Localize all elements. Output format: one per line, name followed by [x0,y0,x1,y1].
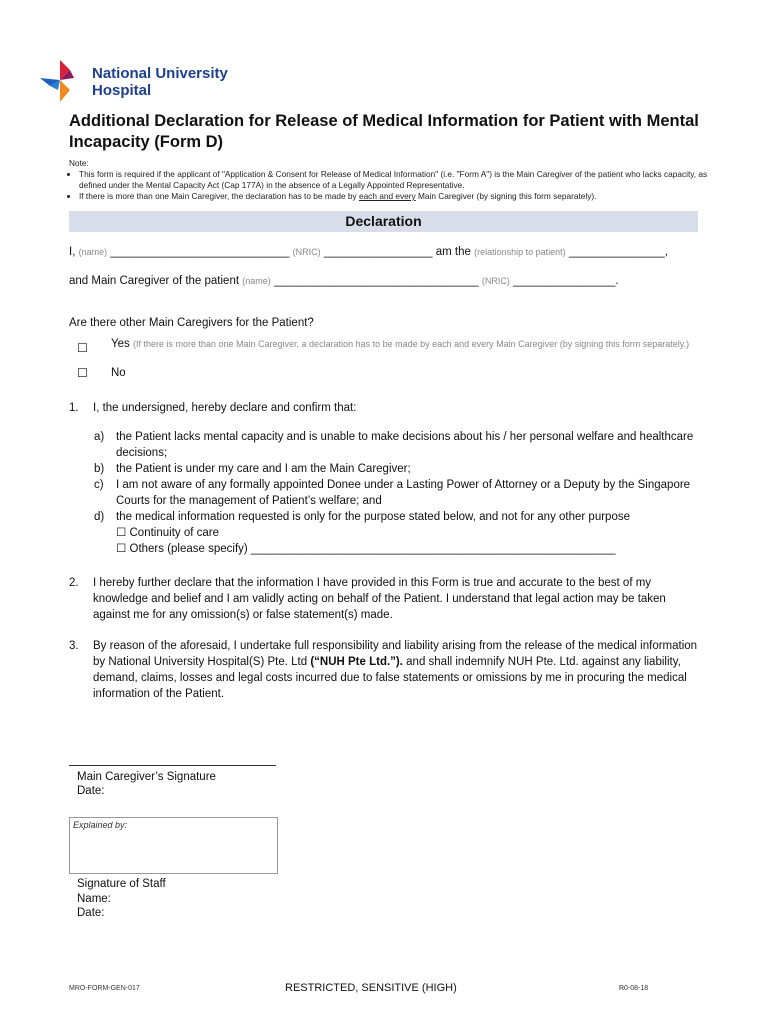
logo-text [92,65,228,99]
staff-block [77,877,166,921]
declaration-sublist [94,429,704,557]
note-section [69,158,709,202]
paragraph-1-number: 1. [69,402,79,414]
list-item-label: d) [94,511,105,523]
declaration-i: I, [69,246,76,258]
list-item [94,509,704,525]
list-item-label: c) [94,479,104,491]
yes-option [111,338,701,350]
caregiver-date-label: Date: [77,785,105,797]
paragraph-1-text: I, the undersigned, hereby declare and confirm that: [93,402,357,414]
name-hint: (name) [78,247,108,257]
note-item-2-end: Main Caregiver (by signing this form separately). [415,191,597,201]
no-checkbox[interactable]: ☐ [77,366,88,380]
no-label: No [111,367,126,379]
nuh-logo [40,60,240,104]
note-item-2 [79,191,709,202]
declaration-heading: Declaration [69,211,698,232]
note-label: Note: [69,158,89,168]
paragraph-3-text [93,638,701,702]
staff-signature-label: Signature of Staff [77,878,166,890]
am-the-label: am the [435,246,471,258]
patient-name-hint: (name) [242,276,271,286]
caregiver-signature-block [77,770,216,798]
paragraph-2-text: I hereby further declare that the information I have provided in this Form is true and accurate to the best of my knowledge and belief and I am validly acting on behalf of the Patient. I understand that legal action may be taken against me for any omission(s) or false statement(s) made. [93,577,666,621]
paragraph-3-text-b: and shall indemnify NUH Pte. Ltd. against any liability, demand, claims, losses and legal costs incurred due to false statements or omissions by me in procuring the medical information of the Patient. [93,656,687,700]
yes-checkbox[interactable]: ☐ [77,341,88,355]
explained-by-label: Explained by: [73,820,128,830]
patient-nric-hint: (NRIC) [481,276,510,286]
declaration-line-1 [69,246,668,258]
staff-date-label: Date: [77,907,105,919]
list-item [94,429,704,461]
relationship-field[interactable]: _______________, [568,246,669,258]
patient-name-field[interactable]: ________________________________ [273,275,479,287]
staff-name-label: Name: [77,892,111,905]
paragraph-1 [69,400,701,416]
paragraph-3 [69,638,701,702]
list-item-text: the Patient is under my care and I am the Main Caregiver; [116,463,411,475]
yes-label: Yes [111,338,130,350]
list-item-label: b) [94,463,105,475]
nric-field[interactable]: _________________ [323,246,433,258]
continuity-of-care-option[interactable]: ☐ Continuity of care [116,527,219,539]
list-item-text: the medical information requested is only for the purpose stated below, and not for any other purpose [116,511,630,523]
paragraph-2-number: 2. [69,577,79,589]
list-item-text: the Patient lacks mental capacity and is unable to make decisions about his / her personal welfare and healthcare decisions; [116,431,694,459]
relationship-hint: (relationship to patient) [474,247,566,257]
form-code: MRO-FORM-GEN-017 [69,985,140,992]
form-title: Additional Declaration for Release of Medical Information for Patient with Mental Incapacity (Form D) [69,112,699,151]
yes-note: (If there is more than one Main Caregiver, a declaration has to be made by each and every Main Caregiver (by signing this form separately.) [132,339,690,349]
classification-label: RESTRICTED, SENSITIVE (HIGH) [285,982,457,994]
declaration-line-2 [69,275,619,287]
name-field[interactable]: ____________________________ [110,246,290,258]
paragraph-3-text-a: By reason of the aforesaid, I undertake full responsibility and liability arising from the release of the medical information by National University Hospital(S) Pte. Ltd [93,640,698,668]
paragraph-3-bold: (“NUH Pte Ltd.”). [310,656,403,668]
caregiver-signature-label: Main Caregiver’s Signature [77,771,216,783]
list-item [94,461,704,477]
nuh-logo-mark-icon [40,60,86,104]
logo-line1: National University [92,65,228,82]
explained-by-box[interactable] [69,817,278,874]
others-option[interactable]: ☐ Others (please specify) _________________________________________________________ [116,543,616,555]
note-item-2-text: If there is more than one Main Caregiver, the declaration has to be made by [79,191,359,201]
list-item-text: I am not aware of any formally appointed Donee under a Lasting Power of Attorney or a Deputy by the Singapore Courts for the management of Patient’s welfare; and [116,479,691,507]
paragraph-2 [69,575,701,623]
note-item-1: • This form is required if the applicant of "Application & Consent for Release of Medical Information" (i.e. "Form A") is the Main Caregiver of the patient who lacks capacity, as defined under the Mental Capacity Act (Cap 177A) in the absence of a Legally Appointed Representative. [79,169,709,191]
other-caregivers-question: Are there other Main Caregivers for the Patient? [69,317,314,329]
list-item-label: a) [94,431,105,443]
note-item-2-underlined: each and every [358,191,416,201]
patient-label: and Main Caregiver of the patient [69,275,240,287]
nric-hint: (NRIC) [292,247,321,257]
patient-nric-field[interactable]: ________________. [513,275,619,287]
paragraph-3-number: 3. [69,640,79,652]
logo-line2: Hospital [92,82,152,99]
signature-line[interactable] [69,765,276,766]
revision-code: R0-08-18 [619,985,649,992]
list-item [94,477,704,509]
